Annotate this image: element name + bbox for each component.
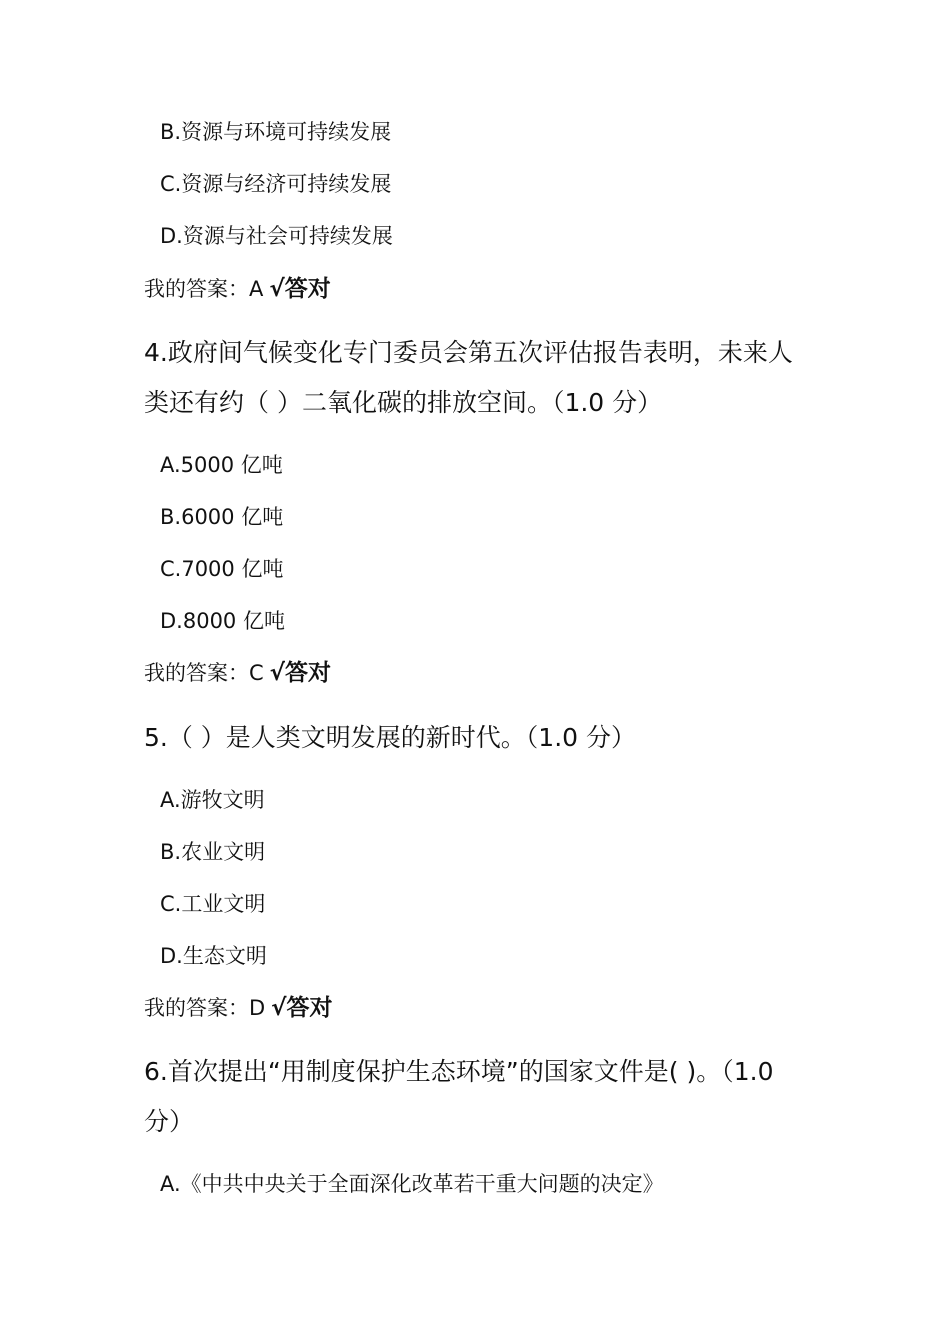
question-stem-line-1: 4.政府间气候变化专门委员会第五次评估报告表明，未来人 — [144, 338, 793, 367]
option-a[interactable]: A.《中共中央关于全面深化改革若干重大问题的决定》 — [160, 1172, 664, 1196]
my-answer — [144, 997, 333, 1020]
answer-result: √答对 — [271, 995, 333, 1021]
answer-label: 我的答案：A — [144, 277, 264, 301]
question-stem-line-1: 5.（ ）是人类文明发展的新时代。（1.0 分） — [144, 723, 637, 752]
question-stem-line-1: 6.首次提出“用制度保护生态环境”的国家文件是( )。（1.0 — [144, 1057, 774, 1086]
answer-result: √答对 — [269, 276, 331, 302]
question-stem-line-2: 分） — [144, 1107, 195, 1136]
option-c[interactable]: C.7000 亿吨 — [160, 557, 284, 581]
option-c[interactable]: C.资源与经济可持续发展 — [160, 172, 392, 196]
option-a[interactable]: A.游牧文明 — [160, 788, 265, 812]
option-d[interactable]: D.生态文明 — [160, 944, 267, 968]
option-b[interactable]: B.资源与环境可持续发展 — [160, 120, 392, 144]
question-stem-line-2: 类还有约（ ）二氧化碳的排放空间。（1.0 分） — [144, 388, 663, 417]
answer-label: 我的答案：D — [144, 996, 266, 1020]
option-a[interactable]: A.5000 亿吨 — [160, 453, 283, 477]
option-b[interactable]: B.农业文明 — [160, 840, 266, 864]
option-d[interactable]: D.资源与社会可持续发展 — [160, 224, 393, 248]
option-c[interactable]: C.工业文明 — [160, 892, 266, 916]
answer-result: √答对 — [269, 660, 332, 686]
option-b[interactable]: B.6000 亿吨 — [160, 505, 284, 529]
option-d[interactable]: D.8000 亿吨 — [160, 609, 285, 633]
answer-label: 我的答案：C — [144, 661, 264, 685]
my-answer — [144, 278, 331, 301]
my-answer — [144, 662, 331, 685]
